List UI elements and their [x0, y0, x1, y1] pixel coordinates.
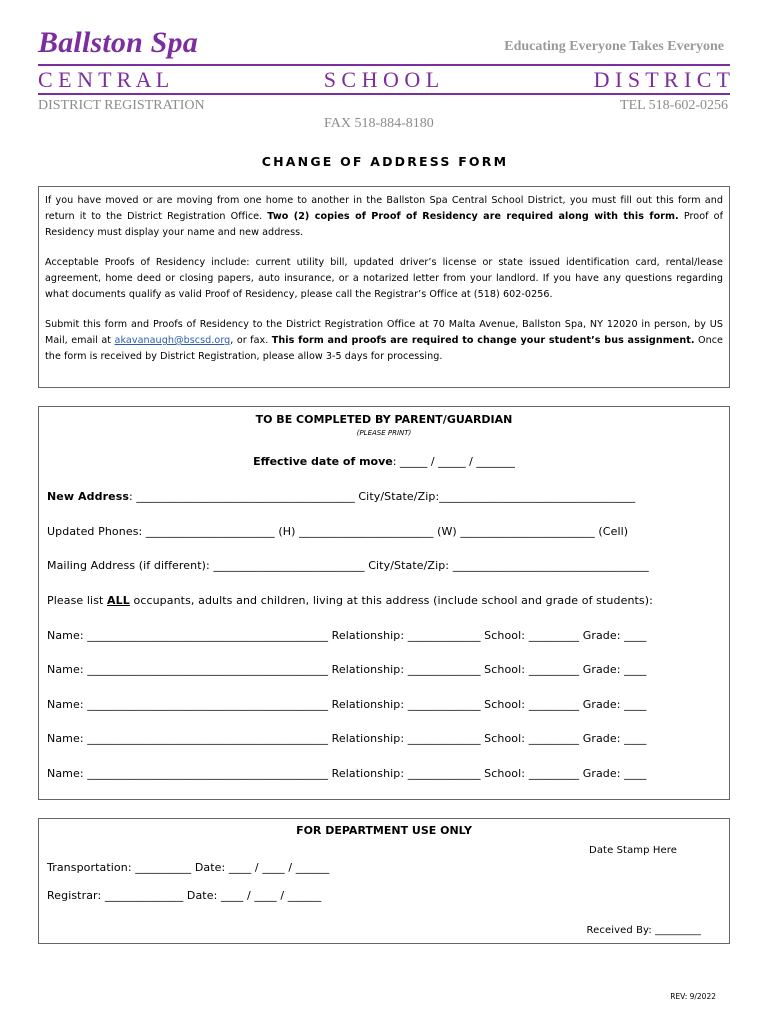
- updated-phones-field[interactable]: Updated Phones: _______________________ (H) ________________________ (W) ________________________ (Cell): [47, 525, 629, 538]
- parent-guardian-section: [38, 406, 730, 800]
- office-fax: FAX 518-884-8180: [324, 116, 434, 131]
- received-by-field[interactable]: Received By: _________: [586, 925, 701, 936]
- district-word-district: D I S T R I C T: [593, 67, 730, 92]
- date-stamp-area: Date Stamp Here: [589, 845, 677, 856]
- occupant-row[interactable]: Name: ___________________________________________ Relationship: _____________ School: _________ Grade: ____: [47, 767, 647, 780]
- bus-assignment-note: This form and proofs are required to change your student’s bus assignment.: [271, 335, 695, 346]
- header-rule-bottom: [38, 93, 730, 95]
- header-rule-top: [38, 64, 730, 66]
- form-title: CHANGE OF ADDRESS FORM: [261, 154, 509, 169]
- office-name: DISTRICT REGISTRATION: [38, 98, 205, 113]
- department-title: FOR DEPARTMENT USE ONLY: [296, 824, 472, 837]
- occupants-instruction: Please list ALL occupants, adults and children, living at this address (include school and grade of students):: [47, 594, 653, 607]
- occupant-row[interactable]: Name: ___________________________________________ Relationship: _____________ School: _________ Grade: ____: [47, 629, 647, 642]
- transportation-field[interactable]: Transportation: __________ Date: ____ / ____ / ______: [47, 861, 330, 874]
- section-subtitle: (PLEASE PRINT): [356, 429, 412, 437]
- occupant-row[interactable]: Name: ___________________________________________ Relationship: _____________ School: _________ Grade: ____: [47, 698, 647, 711]
- revision-label: REV: 9/2022: [670, 992, 716, 1001]
- effective-date-field[interactable]: Effective date of move: _____ / _____ / _______: [253, 455, 515, 468]
- mailing-address-field[interactable]: Mailing Address (if different): ___________________________ City/State/Zip: ___________________________________: [47, 559, 649, 572]
- office-phone: TEL 518-602-0256: [620, 98, 728, 113]
- instructions-paragraph-2: Acceptable Proofs of Residency include: current utility bill, updated driver’s license or state issued identification card, rental/lease agreement, home deed or closing papers, auto insurance, or a notarized letter from your landlord. If you have any questions regarding what documents qualify as valid Proof of Residency, please call the Registrar’s Office at (518) 602-0256.: [45, 257, 723, 300]
- registration-email-link[interactable]: akavanaugh@bscsd.org: [114, 335, 231, 346]
- occupant-row[interactable]: Name: ___________________________________________ Relationship: _____________ School: _________ Grade: ____: [47, 732, 647, 745]
- proof-requirement: Two (2) copies of Proof of Residency are required along with this form.: [267, 211, 679, 222]
- district-word-school: S C H O O L: [323, 67, 440, 92]
- section-title: TO BE COMPLETED BY PARENT/GUARDIAN: [255, 413, 513, 426]
- tagline: Educating Everyone Takes Everyone: [504, 39, 724, 54]
- district-logo: Ballston Spa: [38, 26, 198, 59]
- district-name: [38, 67, 730, 93]
- instructions-box: [38, 186, 730, 388]
- district-word-central: C E N T R A L: [38, 67, 170, 92]
- instructions-paragraph-1: If you have moved or are moving from one home to another in the Ballston Spa Central School District, you must fill out this form and return it to the District Registration Office. Two (2) copies of Proof of Residency are required along with this form. Proof of Residency must display your name and new address.: [45, 195, 723, 238]
- registrar-field[interactable]: Registrar: ______________ Date: ____ / ____ / ______: [47, 889, 322, 902]
- department-use-section: [38, 818, 730, 944]
- occupant-row[interactable]: Name: ___________________________________________ Relationship: _____________ School: _________ Grade: ____: [47, 663, 647, 676]
- new-address-field[interactable]: New Address: _______________________________________ City/State/Zip:___________________________________: [47, 490, 636, 503]
- instructions-paragraph-3: Submit this form and Proofs of Residency to the District Registration Office at 70 Malta Avenue, Ballston Spa, NY 12020 in person, by US Mail, email at akavanaugh@bscsd.org, or fax. This form and proofs are required to change your student’s bus assignment. Once the form is received by District Registration, please allow 3-5 days for processing.: [45, 319, 723, 362]
